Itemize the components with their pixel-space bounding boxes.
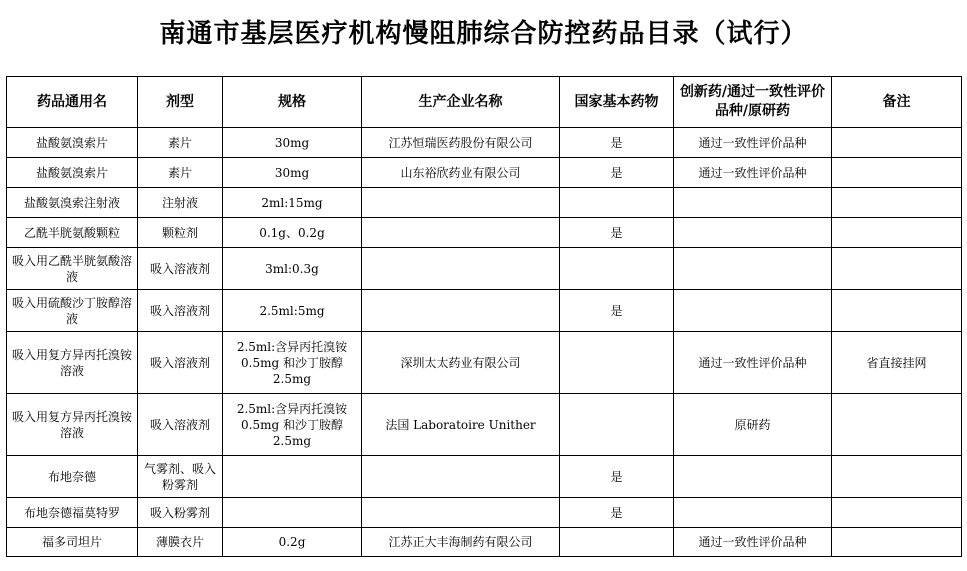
table-row [7, 218, 962, 248]
header-manufacturer: 生产企业名称 [362, 77, 560, 128]
cell-name: 吸入用乙酰半胱氨酸溶液 [7, 248, 138, 290]
cell-essential: 是 [560, 128, 674, 158]
cell-essential [560, 528, 674, 557]
cell-maker: 江苏恒瑞医药股份有限公司 [362, 128, 560, 158]
cell-spec: 2.5ml:5mg [223, 290, 362, 332]
cell-name: 福多司坦片 [7, 528, 138, 557]
cell-essential: 是 [560, 498, 674, 528]
cell-name: 盐酸氨溴索片 [7, 158, 138, 188]
cell-maker [362, 248, 560, 290]
cell-category [674, 498, 832, 528]
cell-category [674, 188, 832, 218]
cell-maker: 法国 Laboratoire Unither [362, 394, 560, 456]
table-row [7, 332, 962, 394]
table-row [7, 394, 962, 456]
cell-form: 吸入溶液剂 [138, 290, 223, 332]
cell-category: 通过一致性评价品种 [674, 528, 832, 557]
cell-spec: 0.2g [223, 528, 362, 557]
header-note: 备注 [832, 77, 962, 128]
cell-maker: 山东裕欣药业有限公司 [362, 158, 560, 188]
table-row [7, 248, 962, 290]
table-row [7, 158, 962, 188]
table-row [7, 128, 962, 158]
cell-note [832, 528, 962, 557]
cell-essential [560, 248, 674, 290]
cell-name: 盐酸氨溴索注射液 [7, 188, 138, 218]
cell-form: 吸入溶液剂 [138, 394, 223, 456]
cell-category: 通过一致性评价品种 [674, 158, 832, 188]
cell-form: 吸入粉雾剂 [138, 498, 223, 528]
cell-maker [362, 188, 560, 218]
cell-spec: 2.5ml:含异丙托溴铵 0.5mg 和沙丁胺醇 2.5mg [223, 332, 362, 394]
table-row [7, 528, 962, 557]
cell-form: 素片 [138, 128, 223, 158]
cell-name: 布地奈德 [7, 456, 138, 498]
cell-note [832, 290, 962, 332]
header-dosage-form: 剂型 [138, 77, 223, 128]
cell-category [674, 248, 832, 290]
cell-essential: 是 [560, 456, 674, 498]
cell-form: 素片 [138, 158, 223, 188]
drug-catalog-table [6, 76, 962, 557]
cell-category [674, 290, 832, 332]
cell-category [674, 218, 832, 248]
cell-spec: 0.1g、0.2g [223, 218, 362, 248]
cell-note [832, 498, 962, 528]
header-specification: 规格 [223, 77, 362, 128]
cell-category: 原研药 [674, 394, 832, 456]
cell-spec: 2.5ml:含异丙托溴铵 0.5mg 和沙丁胺醇 2.5mg [223, 394, 362, 456]
cell-maker [362, 456, 560, 498]
cell-note [832, 188, 962, 218]
table-row [7, 188, 962, 218]
cell-note [832, 456, 962, 498]
cell-maker [362, 290, 560, 332]
table-row [7, 456, 962, 498]
header-essential-drug: 国家基本药物 [560, 77, 674, 128]
cell-essential: 是 [560, 218, 674, 248]
cell-maker: 深圳太太药业有限公司 [362, 332, 560, 394]
cell-essential: 是 [560, 290, 674, 332]
cell-name: 吸入用复方异丙托溴铵溶液 [7, 394, 138, 456]
cell-essential [560, 188, 674, 218]
cell-spec: 2ml:15mg [223, 188, 362, 218]
cell-note [832, 394, 962, 456]
cell-spec: 30mg [223, 158, 362, 188]
cell-category: 通过一致性评价品种 [674, 332, 832, 394]
cell-essential: 是 [560, 158, 674, 188]
cell-spec: 3ml:0.3g [223, 248, 362, 290]
cell-name: 布地奈德福莫特罗 [7, 498, 138, 528]
cell-note: 省直接挂网 [832, 332, 962, 394]
cell-essential [560, 394, 674, 456]
cell-spec: 30mg [223, 128, 362, 158]
cell-maker [362, 218, 560, 248]
cell-name: 盐酸氨溴索片 [7, 128, 138, 158]
cell-note [832, 128, 962, 158]
cell-maker: 江苏正大丰海制药有限公司 [362, 528, 560, 557]
cell-category [674, 456, 832, 498]
cell-note [832, 248, 962, 290]
cell-form: 吸入溶液剂 [138, 332, 223, 394]
header-category: 创新药/通过一致性评价品种/原研药 [674, 77, 832, 128]
cell-form: 注射液 [138, 188, 223, 218]
header-generic-name: 药品通用名 [7, 77, 138, 128]
table-header-row [7, 77, 962, 128]
cell-form: 薄膜衣片 [138, 528, 223, 557]
cell-essential [560, 332, 674, 394]
cell-spec [223, 456, 362, 498]
cell-form: 气雾剂、吸入粉雾剂 [138, 456, 223, 498]
table-row [7, 290, 962, 332]
cell-spec [223, 498, 362, 528]
cell-form: 颗粒剂 [138, 218, 223, 248]
cell-form: 吸入溶液剂 [138, 248, 223, 290]
table-row [7, 498, 962, 528]
cell-category: 通过一致性评价品种 [674, 128, 832, 158]
cell-name: 吸入用复方异丙托溴铵溶液 [7, 332, 138, 394]
cell-note [832, 218, 962, 248]
cell-name: 乙酰半胱氨酸颗粒 [7, 218, 138, 248]
cell-maker [362, 498, 560, 528]
cell-note [832, 158, 962, 188]
cell-name: 吸入用硫酸沙丁胺醇溶液 [7, 290, 138, 332]
document-title: 南通市基层医疗机构慢阻肺综合防控药品目录（试行） [159, 19, 808, 49]
